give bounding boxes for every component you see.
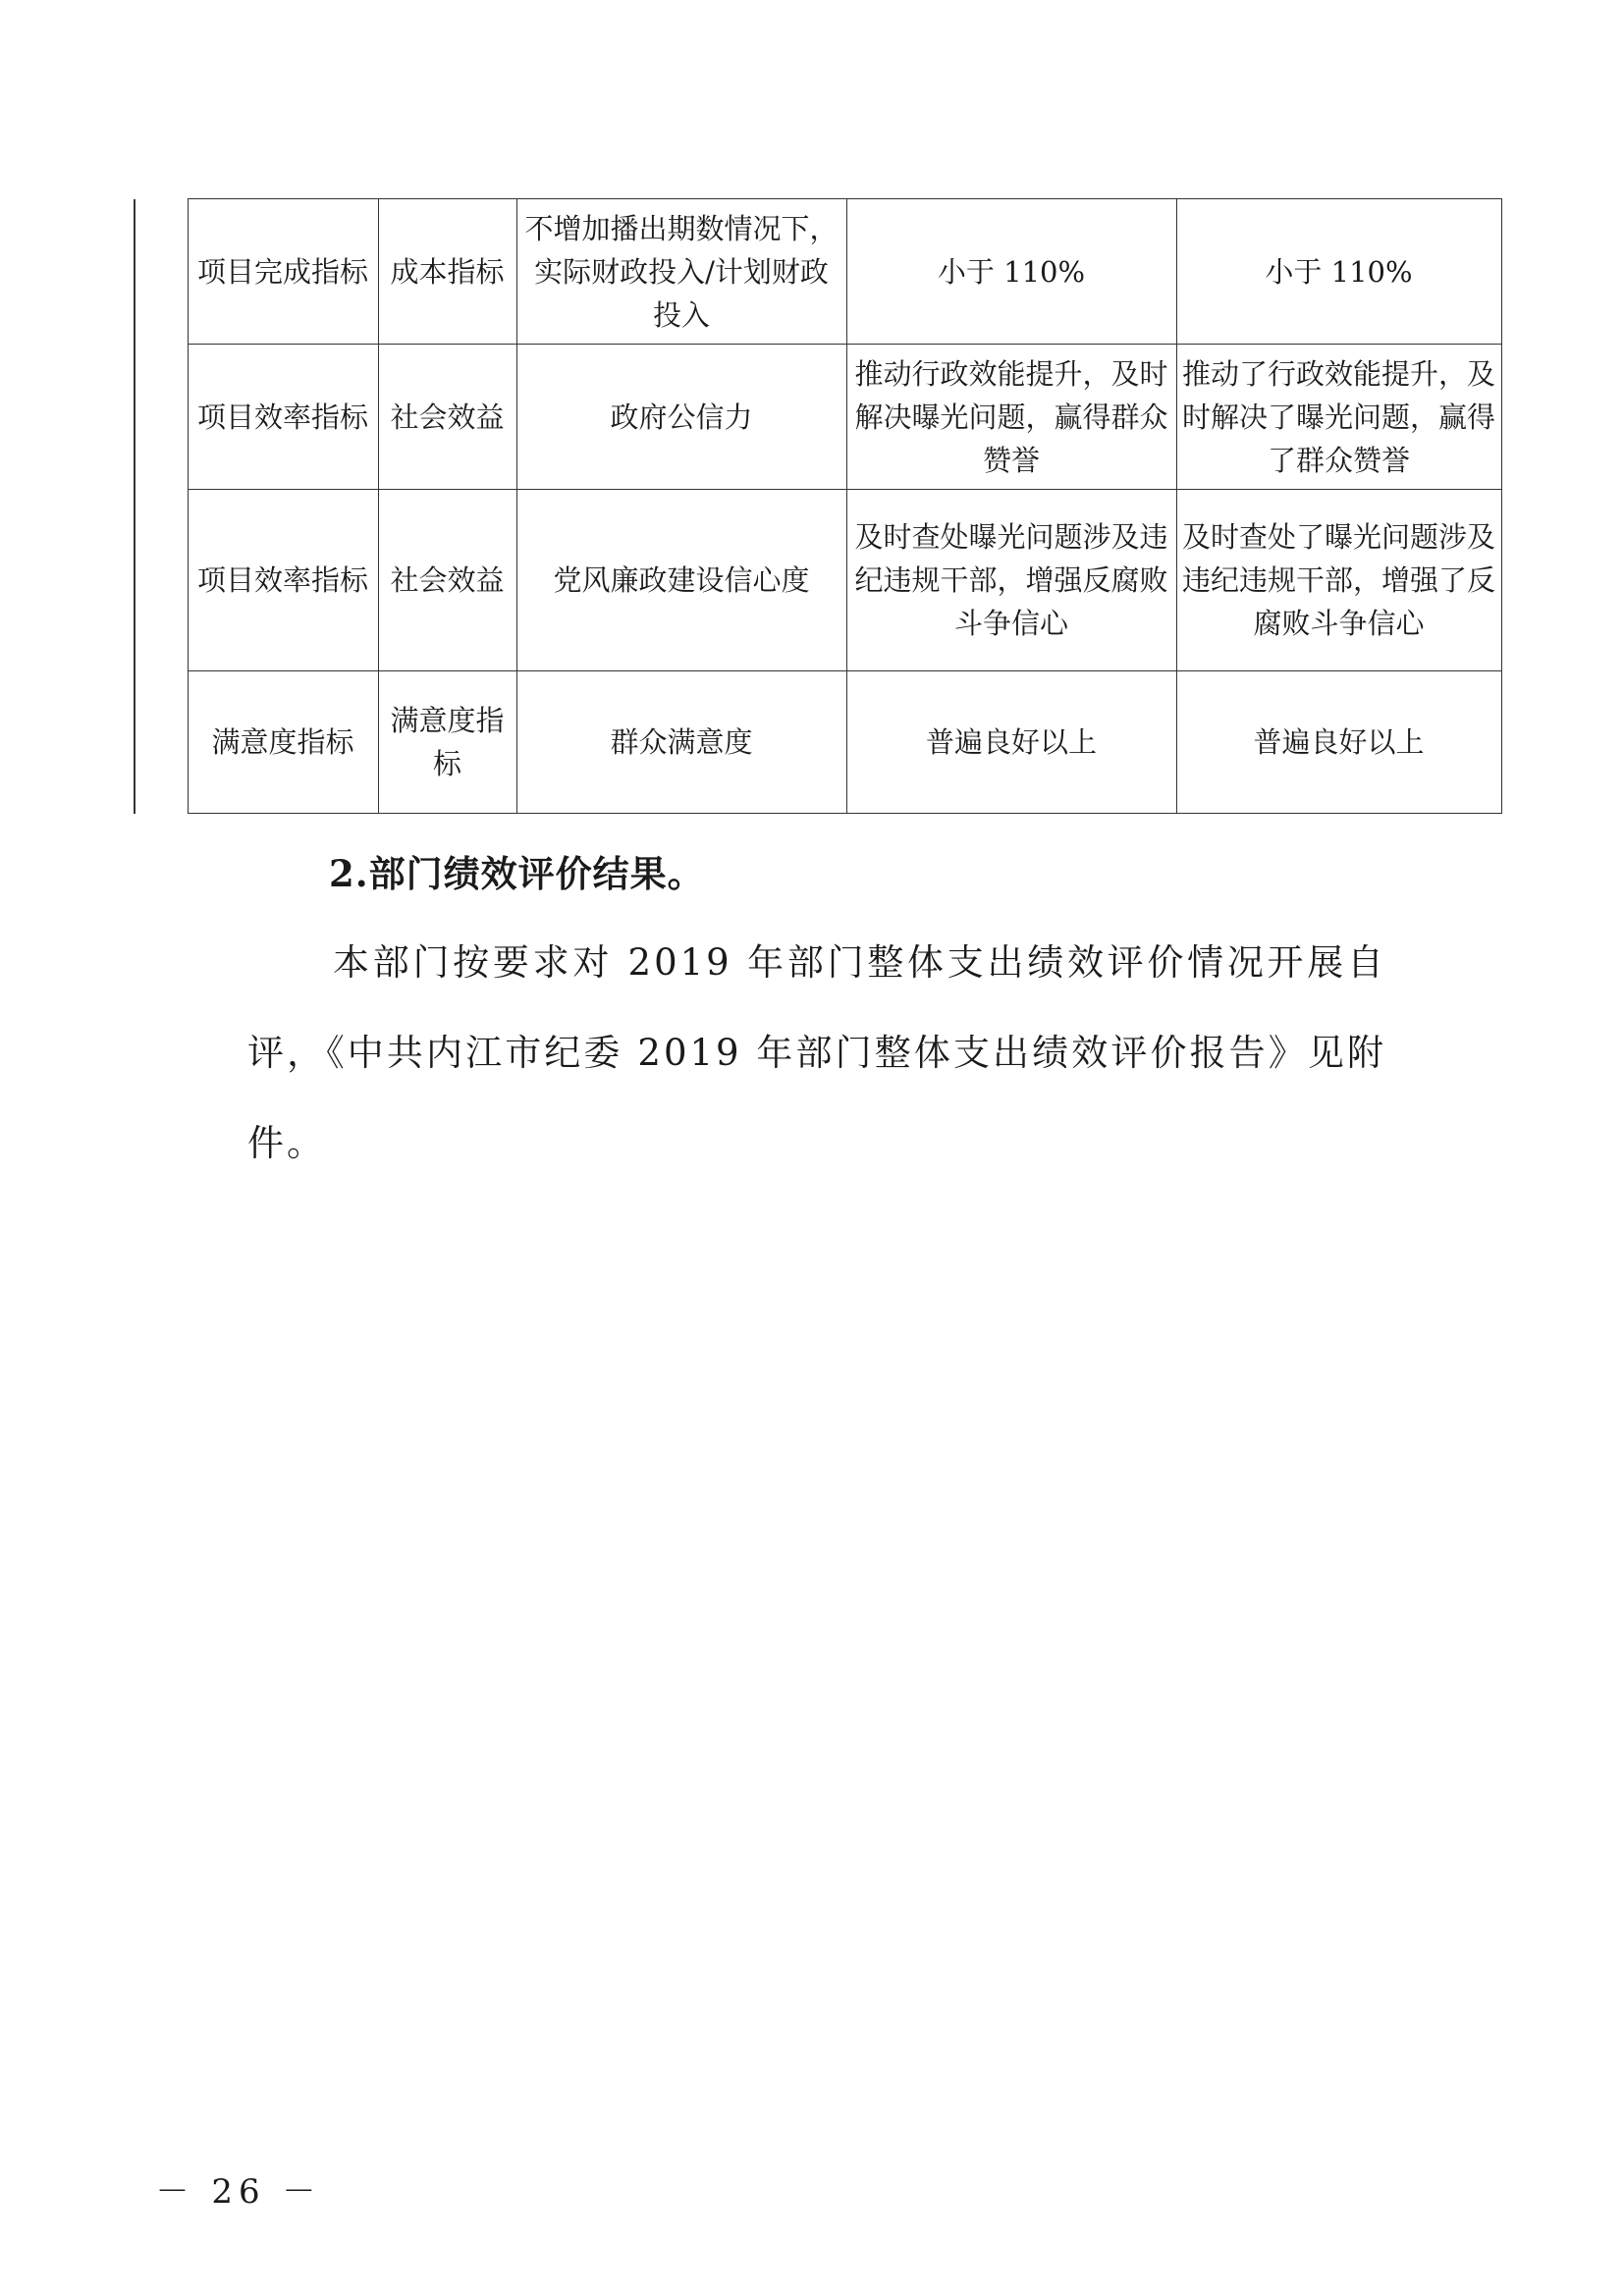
table-row bbox=[135, 345, 1501, 490]
level2-indicator-cell: 满意度指标 bbox=[378, 671, 516, 814]
level2-indicator-cell: 社会效益 bbox=[378, 345, 516, 490]
actual-value-cell: 推动了行政效能提升，及时解决了曝光问题，赢得了群众赞誉 bbox=[1176, 345, 1501, 490]
table-row bbox=[135, 199, 1501, 345]
target-value-cell: 推动行政效能提升，及时解决曝光问题，赢得群众赞誉 bbox=[846, 345, 1176, 490]
indicator-table bbox=[134, 198, 1502, 814]
level3-indicator-cell: 不增加播出期数情况下，实际财政投入/计划财政投入 bbox=[516, 199, 846, 345]
section-paragraph: 本部门按要求对 2019 年部门整体支出绩效评价情况开展自评，《中共内江市纪委 2019 年部门整体支出绩效评价报告》见附件。 bbox=[247, 941, 1386, 1164]
page-number: － 26 － bbox=[155, 2172, 322, 2212]
target-value-cell: 小于 110% bbox=[846, 199, 1176, 345]
level1-indicator-cell: 项目完成指标 bbox=[188, 199, 378, 345]
level1-indicator-cell: 项目效率指标 bbox=[188, 345, 378, 490]
actual-value-cell: 普遍良好以上 bbox=[1176, 671, 1501, 814]
table-row bbox=[135, 671, 1501, 814]
actual-value-cell: 小于 110% bbox=[1176, 199, 1501, 345]
level2-indicator-cell: 社会效益 bbox=[378, 490, 516, 671]
category-cell-blank bbox=[135, 199, 188, 814]
target-value-cell: 普遍良好以上 bbox=[846, 671, 1176, 814]
actual-value-cell: 及时查处了曝光问题涉及违纪违规干部，增强了反腐败斗争信心 bbox=[1176, 490, 1501, 671]
table-row bbox=[135, 490, 1501, 671]
target-value-cell: 及时查处曝光问题涉及违纪违规干部，增强反腐败斗争信心 bbox=[846, 490, 1176, 671]
level2-indicator-cell: 成本指标 bbox=[378, 199, 516, 345]
level3-indicator-cell: 党风廉政建设信心度 bbox=[516, 490, 846, 671]
level3-indicator-cell: 群众满意度 bbox=[516, 671, 846, 814]
section-heading: 2.部门绩效评价结果。 bbox=[329, 852, 705, 895]
level3-indicator-cell: 政府公信力 bbox=[516, 345, 846, 490]
level1-indicator-cell: 项目效率指标 bbox=[188, 490, 378, 671]
performance-indicator-table bbox=[134, 198, 1500, 814]
level1-indicator-cell: 满意度指标 bbox=[188, 671, 378, 814]
